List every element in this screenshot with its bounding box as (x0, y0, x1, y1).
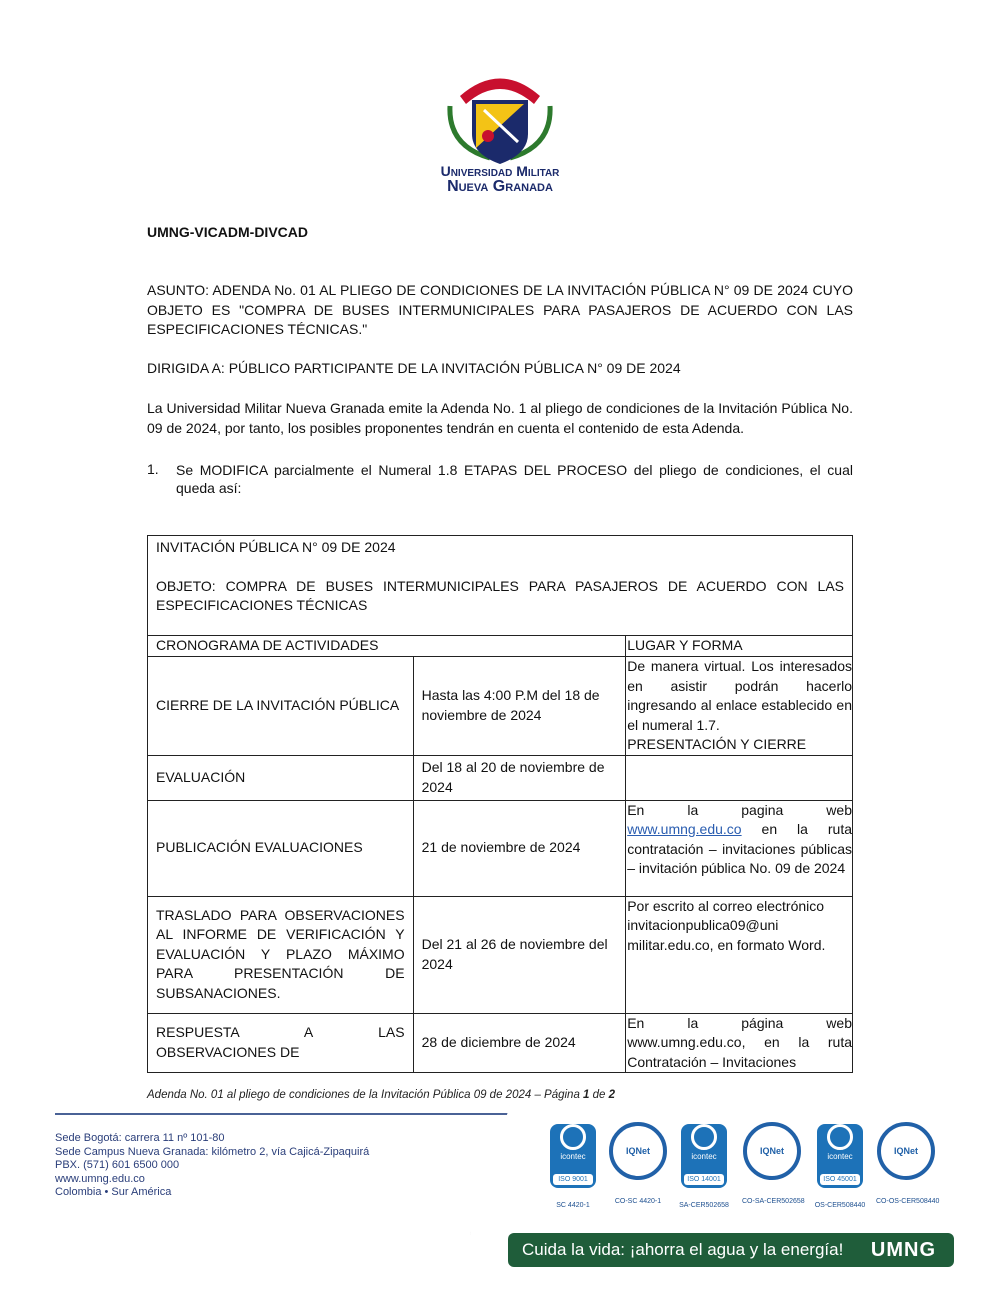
umng-brand-logo: UMNG (870, 1239, 936, 1261)
place-cell (626, 800, 853, 896)
icontec-badge (681, 1124, 727, 1188)
place-post: en la ruta contratación – invitaciones públicas – invitación pública No. 09 de 2024 (627, 821, 853, 876)
address-block (55, 1132, 369, 1200)
place-cell (626, 755, 853, 800)
activity-cell: TRASLADO PARA OBSERVACIONES AL INFORME DE VERIFICACIÓN Y EVALUACIÓN Y PLAZO MÁXIMO PARA PRESENTACIÓN DE SUBSANACIONES. (148, 896, 414, 1013)
subject-paragraph: ASUNTO: ADENDA No. 01 AL PLIEGO DE CONDICIONES DE LA INVITACIÓN PÚBLICA N° 09 DE 2024 CUYO OBJETO ES "COMPRA DE BUSES INTERMUNICIPALES PARA PASAJEROS DE ACUERDO CON LAS ESPECIFICACIONES TÉCNICAS." (147, 282, 853, 337)
logo-line-1: Universidad Militar (440, 163, 560, 179)
logo-line-2: Nueva Granada (447, 178, 553, 195)
page-total: 2 (608, 1089, 616, 1101)
sustainability-banner (508, 1233, 954, 1267)
cert-icontec-iso45001 (810, 1120, 870, 1209)
place-cell: Por escrito al correo electrónico invitacionpublica09@uni militar.edu.co, en formato Word. (626, 896, 853, 1013)
addressed-to: DIRIGIDA A: PÚBLICO PARTICIPANTE DE LA INVITACIÓN PÚBLICA N° 09 DE 2024 (147, 360, 681, 376)
logo-wordmark (420, 163, 580, 195)
date-cell: 28 de diciembre de 2024 (413, 1013, 626, 1073)
cert-code: OS-CER508440 (814, 1202, 866, 1209)
activity-cell: EVALUACIÓN (148, 755, 414, 800)
date-cell: Del 18 al 20 de noviembre de 2024 (413, 755, 626, 800)
umng-website-link[interactable]: www.umng.edu.co (627, 821, 742, 837)
cert-label: icontec (560, 1152, 586, 1161)
iqnet-seal: IQNet (877, 1122, 935, 1180)
place-pre: En la pagina web (627, 801, 852, 818)
cert-code: CO-SA-CER502658 (742, 1198, 805, 1205)
activity-cell: CIERRE DE LA INVITACIÓN PÚBLICA (148, 657, 414, 756)
table-header-cell (148, 536, 853, 636)
table-row (148, 1013, 853, 1073)
cert-code: CO-SC 4420-1 (614, 1198, 662, 1205)
table-row (148, 800, 853, 896)
cert-icontec-iso14001 (674, 1120, 734, 1209)
item-text: Se MODIFICA parcialmente el Numeral 1.8 ETAPAS DEL PROCESO del pliego de condiciones, el cual queda así: (176, 462, 853, 496)
place-extra: PRESENTACIÓN Y CIERRE (627, 736, 807, 752)
cert-code: CO-OS-CER508440 (876, 1198, 940, 1205)
banner-message: Cuida la vida: ¡ahorra el agua y la energía! (522, 1240, 844, 1259)
table-row (148, 657, 853, 756)
icontec-badge (550, 1124, 596, 1188)
column-header-row (148, 636, 853, 657)
footer-mid: de (589, 1089, 609, 1101)
icontec-badge (817, 1124, 863, 1188)
item-number: 1. (147, 461, 159, 477)
intro-paragraph: La Universidad Militar Nueva Granada emite la Adenda No. 1 al pliego de condiciones de la Invitación Pública No. 09 de 2024, por tanto, los posibles proponentes tendrán en cuenta el contenido de esta Adenda. (147, 400, 853, 436)
table-row (148, 755, 853, 800)
place-cell: En la página web www.umng.edu.co, en la ruta Contratación – Invitaciones (626, 1013, 853, 1073)
activity-cell: PUBLICACIÓN EVALUACIONES (148, 800, 414, 896)
document-code: UMNG-VICADM-DIVCAD (147, 224, 308, 240)
address-line: Sede Campus Nueva Granada: kilómetro 2, vía Cajicá-Zipaquirá (55, 1145, 370, 1158)
cert-iqnet-3 (876, 1120, 940, 1205)
date-cell: 21 de noviembre de 2024 (413, 800, 626, 896)
cert-code: SC 4420-1 (556, 1202, 590, 1209)
col-place: LUGAR Y FORMA (626, 636, 853, 657)
cert-iqnet-2 (742, 1120, 805, 1205)
place-cell (626, 657, 853, 756)
cert-iso: ISO 14001 (684, 1174, 724, 1185)
date-cell: Del 21 al 26 de noviembre del 2024 (413, 896, 626, 1013)
iqnet-seal: IQNet (609, 1122, 667, 1180)
page-footer-note (147, 1089, 615, 1101)
address-line: PBX. (571) 601 6500 000 (55, 1159, 180, 1172)
invitation-title: INVITACIÓN PÚBLICA N° 09 DE 2024 (156, 539, 396, 555)
address-line: Sede Bogotá: carrera 11 nº 101-80 (55, 1132, 225, 1144)
cert-label: icontec (691, 1152, 717, 1161)
cert-label: icontec (827, 1152, 853, 1161)
address-line: Colombia • Sur América (55, 1186, 172, 1199)
cert-iso: ISO 45001 (820, 1174, 860, 1185)
cert-iso: ISO 9001 (553, 1174, 593, 1185)
invitation-object: OBJETO: COMPRA DE BUSES INTERMUNICIPALES PARA PASAJEROS DE ACUERDO CON LAS ESPECIFICACIONES TÉCNICAS (156, 577, 844, 613)
table-row (148, 896, 853, 1013)
date-cell: Hasta las 4:00 P.M del 18 de noviembre de 2024 (413, 657, 626, 756)
schedule-table (147, 535, 853, 1073)
cert-icontec-iso9001 (543, 1120, 603, 1209)
page-number: 1 (583, 1089, 590, 1101)
address-line: www.umng.edu.co (55, 1172, 145, 1185)
place-text: De manera virtual. Los interesados en asistir podrán hacerlo ingresando al enlace establecido en el numeral 1.7. (627, 658, 852, 733)
table-header-row (148, 536, 853, 636)
col-activities: CRONOGRAMA DE ACTIVIDADES (148, 636, 626, 657)
cert-iqnet-1 (608, 1120, 668, 1205)
cert-code: SA-CER502658 (679, 1202, 729, 1209)
activity-cell: RESPUESTA A LAS OBSERVACIONES DE (148, 1013, 414, 1073)
footer-prefix: Adenda No. 01 al pliego de condiciones de la Invitación Pública 09 de 2024 – Página (147, 1089, 584, 1101)
iqnet-seal: IQNet (743, 1122, 801, 1180)
